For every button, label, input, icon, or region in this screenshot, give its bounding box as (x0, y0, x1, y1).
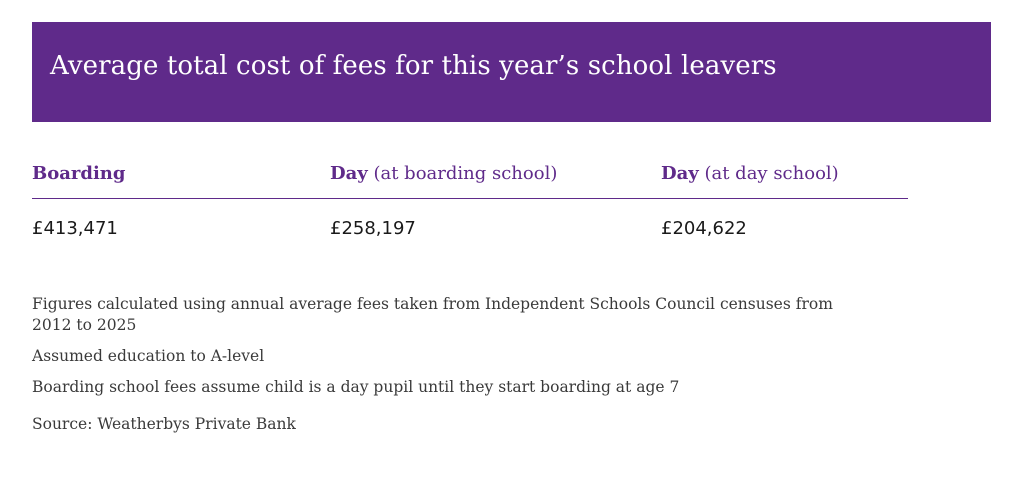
column-header-day-day-school (661, 160, 839, 188)
table-row (32, 199, 908, 249)
value-boarding: £413,471 (32, 218, 118, 239)
value-day-boarding-school: £258,197 (330, 218, 416, 239)
fees-table (32, 160, 908, 249)
footnote-boarding: Boarding school fees assume child is a day pupil until they start boarding at age 7 (32, 378, 680, 396)
footnote-assumption: Assumed education to A-level (32, 347, 265, 365)
title-banner (32, 22, 991, 122)
column-header-label: Boarding (32, 163, 126, 184)
column-header-label: Day (661, 163, 699, 184)
column-header-label: Day (330, 163, 368, 184)
footnotes (32, 294, 852, 445)
column-header-boarding (32, 160, 125, 188)
column-header-day-boarding-school (330, 160, 557, 188)
value-day-day-school: £204,622 (661, 218, 747, 239)
chart-title: Average total cost of fees for this year’s school leavers (50, 51, 777, 81)
source-credit: Source: Weatherbys Private Bank (32, 415, 296, 433)
column-header-qualifier: (at boarding school) (373, 163, 558, 184)
table-header-row (32, 160, 908, 199)
column-header-qualifier: (at day school) (704, 163, 839, 184)
footnote-methodology: Figures calculated using annual average fees taken from Independent Schools Council censuses from 2012 to 2025 (32, 295, 833, 334)
